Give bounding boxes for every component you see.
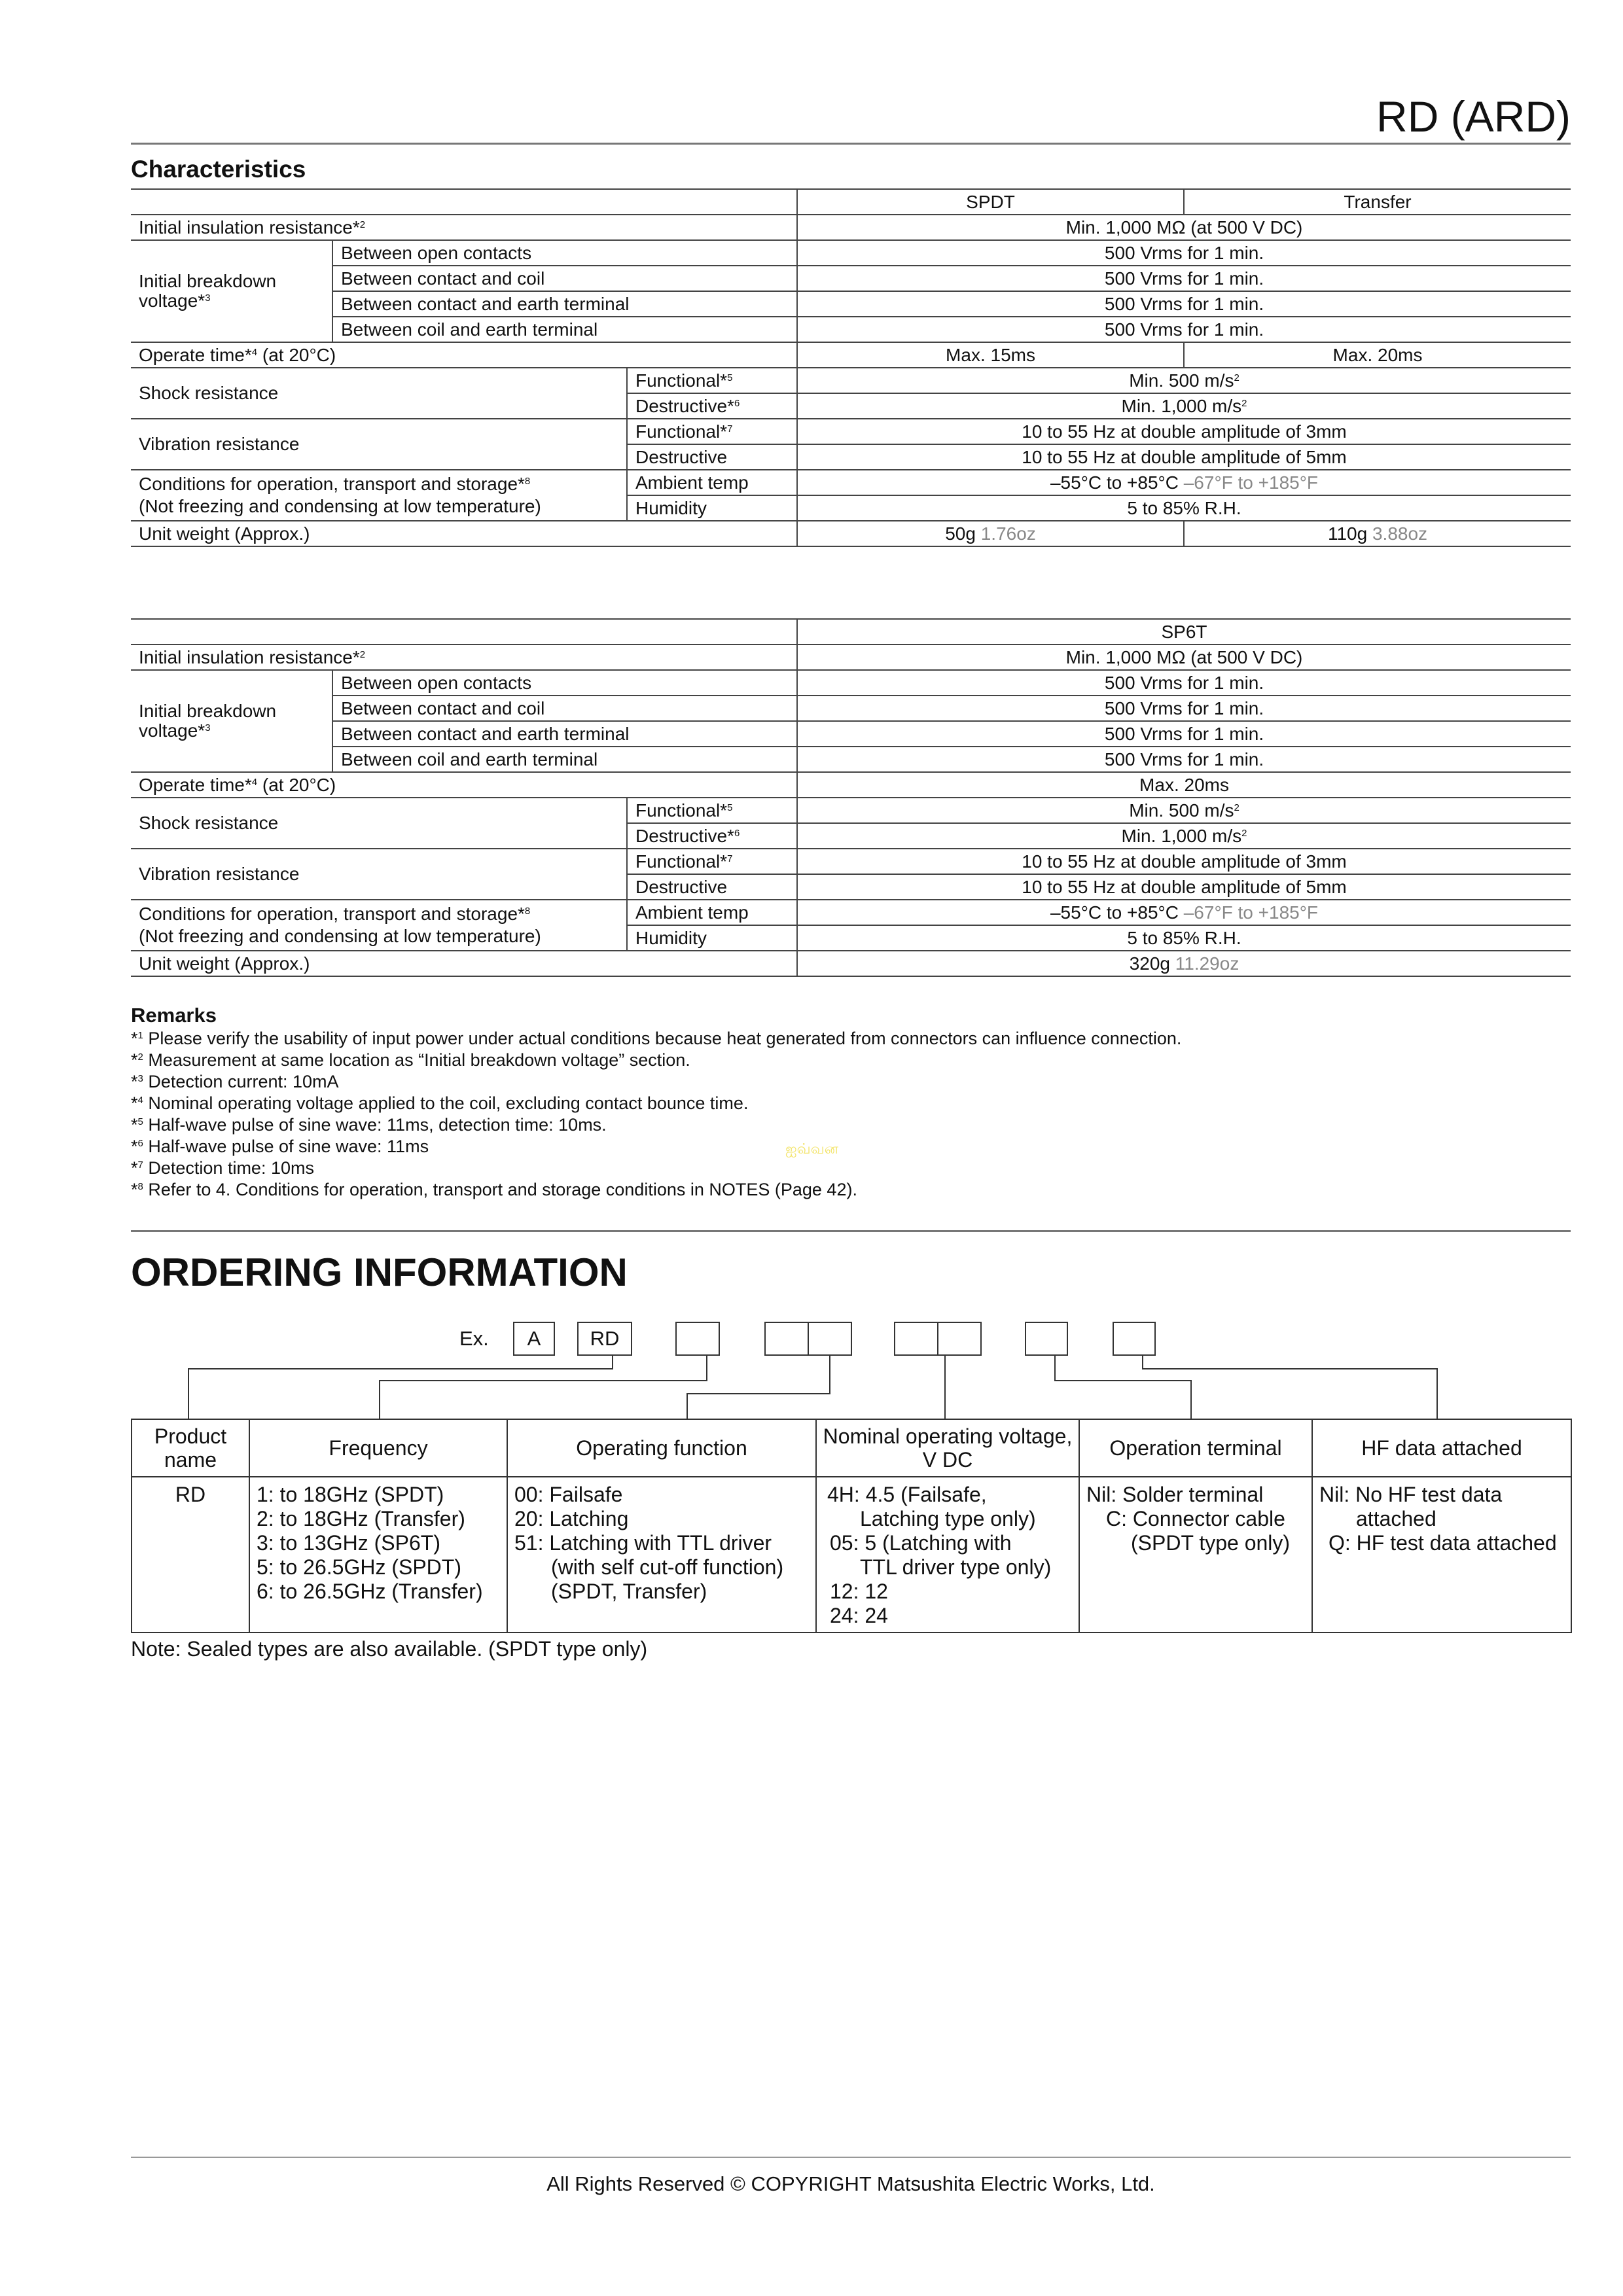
footer-rule	[131, 2157, 1571, 2158]
conditions-label: Conditions for operation, transport and storage*$^8$ (Not freezing and condensing at low temperature)	[131, 470, 627, 521]
header-operating-function: Operating function	[507, 1419, 816, 1477]
bd-item: Between coil and earth terminal	[332, 317, 797, 342]
shock-label: Shock resistance	[131, 798, 627, 849]
bd-value: 500 Vrms for 1 min.	[797, 696, 1571, 721]
remark-item: *$^7$ Detection time: 10ms	[131, 1158, 314, 1178]
vibration-label: Vibration resistance	[131, 849, 627, 900]
operate-sp6t: Max. 20ms	[797, 772, 1571, 798]
insulation-label: Initial insulation resistance*$^2$	[131, 215, 797, 240]
terminal-options: Nil: Solder terminal C: Connector cable (SPDT type only)	[1079, 1477, 1312, 1633]
bd-item: Between contact and earth terminal	[332, 721, 797, 747]
remark-item: *$^2$ Measurement at same location as “Initial breakdown voltage” section.	[131, 1050, 690, 1070]
vib-destructive: Destructive	[627, 874, 797, 900]
characteristics-table-spdt-transfer	[131, 188, 1571, 547]
function-options: 00: Failsafe 20: Latching 51: Latching with TTL driver (with self cut-off function) (SPDT, Transfer)	[507, 1477, 816, 1633]
hf-options: Nil: No HF test data attached Q: HF test data attached	[1312, 1477, 1571, 1633]
bd-item: Between contact and coil	[332, 266, 797, 291]
sealed-types-note: Note: Sealed types are also available. (SPDT type only)	[131, 1637, 648, 1661]
shock-functional-value: Min. 500 $m/s^2$	[797, 368, 1571, 393]
datasheet-page	[131, 0, 1571, 2296]
code-box-terminal	[1025, 1322, 1068, 1356]
vib-functional: Functional*$^7$	[627, 419, 797, 444]
code-box-divider	[937, 1322, 938, 1356]
col-sp6t: SP6T	[797, 619, 1571, 645]
header-nominal-voltage: Nominal operating voltage, V DC	[816, 1419, 1079, 1477]
vib-destructive: Destructive	[627, 444, 797, 470]
code-box-divider	[808, 1322, 809, 1356]
weight-sp6t: 320g 11.29oz	[797, 951, 1571, 976]
product-name-value: RD	[132, 1477, 249, 1633]
shock-destructive: Destructive*$^6$	[627, 393, 797, 419]
ambient-value: –55°C to +85°C –67°F to +185°F	[797, 470, 1571, 495]
header-product-name: Product name	[132, 1419, 249, 1477]
bd-value: 500 Vrms for 1 min.	[797, 266, 1571, 291]
col-transfer: Transfer	[1184, 189, 1571, 215]
characteristics-heading: Characteristics	[131, 156, 306, 183]
bd-item: Between contact and earth terminal	[332, 291, 797, 317]
breakdown-label: Initial breakdown voltage*$^3$	[131, 670, 332, 772]
characteristics-table-sp6t	[131, 618, 1571, 977]
bd-item: Between open contacts	[332, 240, 797, 266]
vib-destructive-value: 10 to 55 Hz at double amplitude of 5mm	[797, 874, 1571, 900]
code-box-a: A	[513, 1322, 555, 1356]
header-hf-data: HF data attached	[1312, 1419, 1571, 1477]
insulation-value: Min. 1,000 MΩ (at 500 V DC)	[797, 215, 1571, 240]
bd-item: Between coil and earth terminal	[332, 747, 797, 772]
ambient-value: –55°C to +85°C –67°F to +185°F	[797, 900, 1571, 925]
ambient-label: Ambient temp	[627, 470, 797, 495]
bd-value: 500 Vrms for 1 min.	[797, 747, 1571, 772]
shock-label: Shock resistance	[131, 368, 627, 419]
code-connector-lines	[131, 1354, 1571, 1426]
shock-destructive: Destructive*$^6$	[627, 823, 797, 849]
shock-functional: Functional*$^5$	[627, 798, 797, 823]
shock-destructive-value: Min. 1,000 $m/s^2$	[797, 393, 1571, 419]
remark-item: *$^1$ Please verify the usability of input power under actual conditions because heat generated from connectors can influence connection.	[131, 1029, 1182, 1048]
breakdown-label: Initial breakdown voltage*$^3$	[131, 240, 332, 342]
remark-item: *$^4$ Nominal operating voltage applied to the coil, excluding contact bounce time.	[131, 1093, 749, 1113]
vib-destructive-value: 10 to 55 Hz at double amplitude of 5mm	[797, 444, 1571, 470]
insulation-label: Initial insulation resistance*$^2$	[131, 645, 797, 670]
weight-label: Unit weight (Approx.)	[131, 951, 797, 976]
vib-functional-value: 10 to 55 Hz at double amplitude of 3mm	[797, 419, 1571, 444]
remark-item: *$^8$ Refer to 4. Conditions for operation, transport and storage conditions in NOTES (Page 42).	[131, 1180, 857, 1199]
ordering-table	[131, 1419, 1572, 1633]
watermark-stamp: ஐவ்வன	[785, 1140, 839, 1157]
ordering-heading: ORDERING INFORMATION	[131, 1250, 628, 1294]
col-spdt: SPDT	[797, 189, 1184, 215]
humidity-label: Humidity	[627, 495, 797, 521]
vibration-label: Vibration resistance	[131, 419, 627, 470]
code-box-hf	[1113, 1322, 1156, 1356]
code-box-frequency	[675, 1322, 720, 1356]
humidity-value: 5 to 85% R.H.	[797, 495, 1571, 521]
insulation-value: Min. 1,000 MΩ (at 500 V DC)	[797, 645, 1571, 670]
code-box-rd: RD	[577, 1322, 632, 1356]
example-label: Ex.	[459, 1327, 489, 1350]
operate-spdt: Max. 15ms	[797, 342, 1184, 368]
bd-value: 500 Vrms for 1 min.	[797, 317, 1571, 342]
operate-label: Operate time*$^4$ (at 20°C)	[131, 772, 797, 798]
remarks	[131, 1003, 1571, 1201]
weight-transfer: 110g 3.88oz	[1184, 521, 1571, 546]
weight-label: Unit weight (Approx.)	[131, 521, 797, 546]
bd-value: 500 Vrms for 1 min.	[797, 721, 1571, 747]
header-frequency: Frequency	[249, 1419, 507, 1477]
shock-destructive-value: Min. 1,000 $m/s^2$	[797, 823, 1571, 849]
remark-item: *$^3$ Detection current: 10mA	[131, 1072, 339, 1091]
bd-item: Between contact and coil	[332, 696, 797, 721]
conditions-label: Conditions for operation, transport and storage*$^8$ (Not freezing and condensing at low temperature)	[131, 900, 627, 951]
shock-functional-value: Min. 500 $m/s^2$	[797, 798, 1571, 823]
frequency-options: 1: to 18GHz (SPDT) 2: to 18GHz (Transfer) 3: to 13GHz (SP6T) 5: to 26.5GHz (SPDT) 6: to 26.5GHz (Transfer)	[249, 1477, 507, 1633]
bd-value: 500 Vrms for 1 min.	[797, 670, 1571, 696]
weight-spdt: 50g 1.76oz	[797, 521, 1184, 546]
bd-item: Between open contacts	[332, 670, 797, 696]
bd-value: 500 Vrms for 1 min.	[797, 291, 1571, 317]
shock-functional: Functional*$^5$	[627, 368, 797, 393]
voltage-options: 4H: 4.5 (Failsafe, Latching type only) 05: 5 (Latching with TTL driver type only) 12: 12 24: 24	[816, 1477, 1079, 1633]
header-operation-terminal: Operation terminal	[1079, 1419, 1312, 1477]
header-rule	[131, 143, 1571, 145]
operate-label: Operate time*$^4$ (at 20°C)	[131, 342, 797, 368]
section-rule	[131, 1230, 1571, 1232]
operate-transfer: Max. 20ms	[1184, 342, 1571, 368]
bd-value: 500 Vrms for 1 min.	[797, 240, 1571, 266]
remarks-heading: Remarks	[131, 1004, 217, 1027]
vib-functional: Functional*$^7$	[627, 849, 797, 874]
humidity-label: Humidity	[627, 925, 797, 951]
remark-item: *$^5$ Half-wave pulse of sine wave: 11ms, detection time: 10ms.	[131, 1115, 607, 1135]
humidity-value: 5 to 85% R.H.	[797, 925, 1571, 951]
ambient-label: Ambient temp	[627, 900, 797, 925]
vib-functional-value: 10 to 55 Hz at double amplitude of 3mm	[797, 849, 1571, 874]
footer-copyright: All Rights Reserved © COPYRIGHT Matsushita Electric Works, Ltd.	[546, 2172, 1155, 2195]
page-title: RD (ARD)	[1376, 92, 1571, 141]
remark-item: *$^6$ Half-wave pulse of sine wave: 11ms	[131, 1137, 429, 1156]
